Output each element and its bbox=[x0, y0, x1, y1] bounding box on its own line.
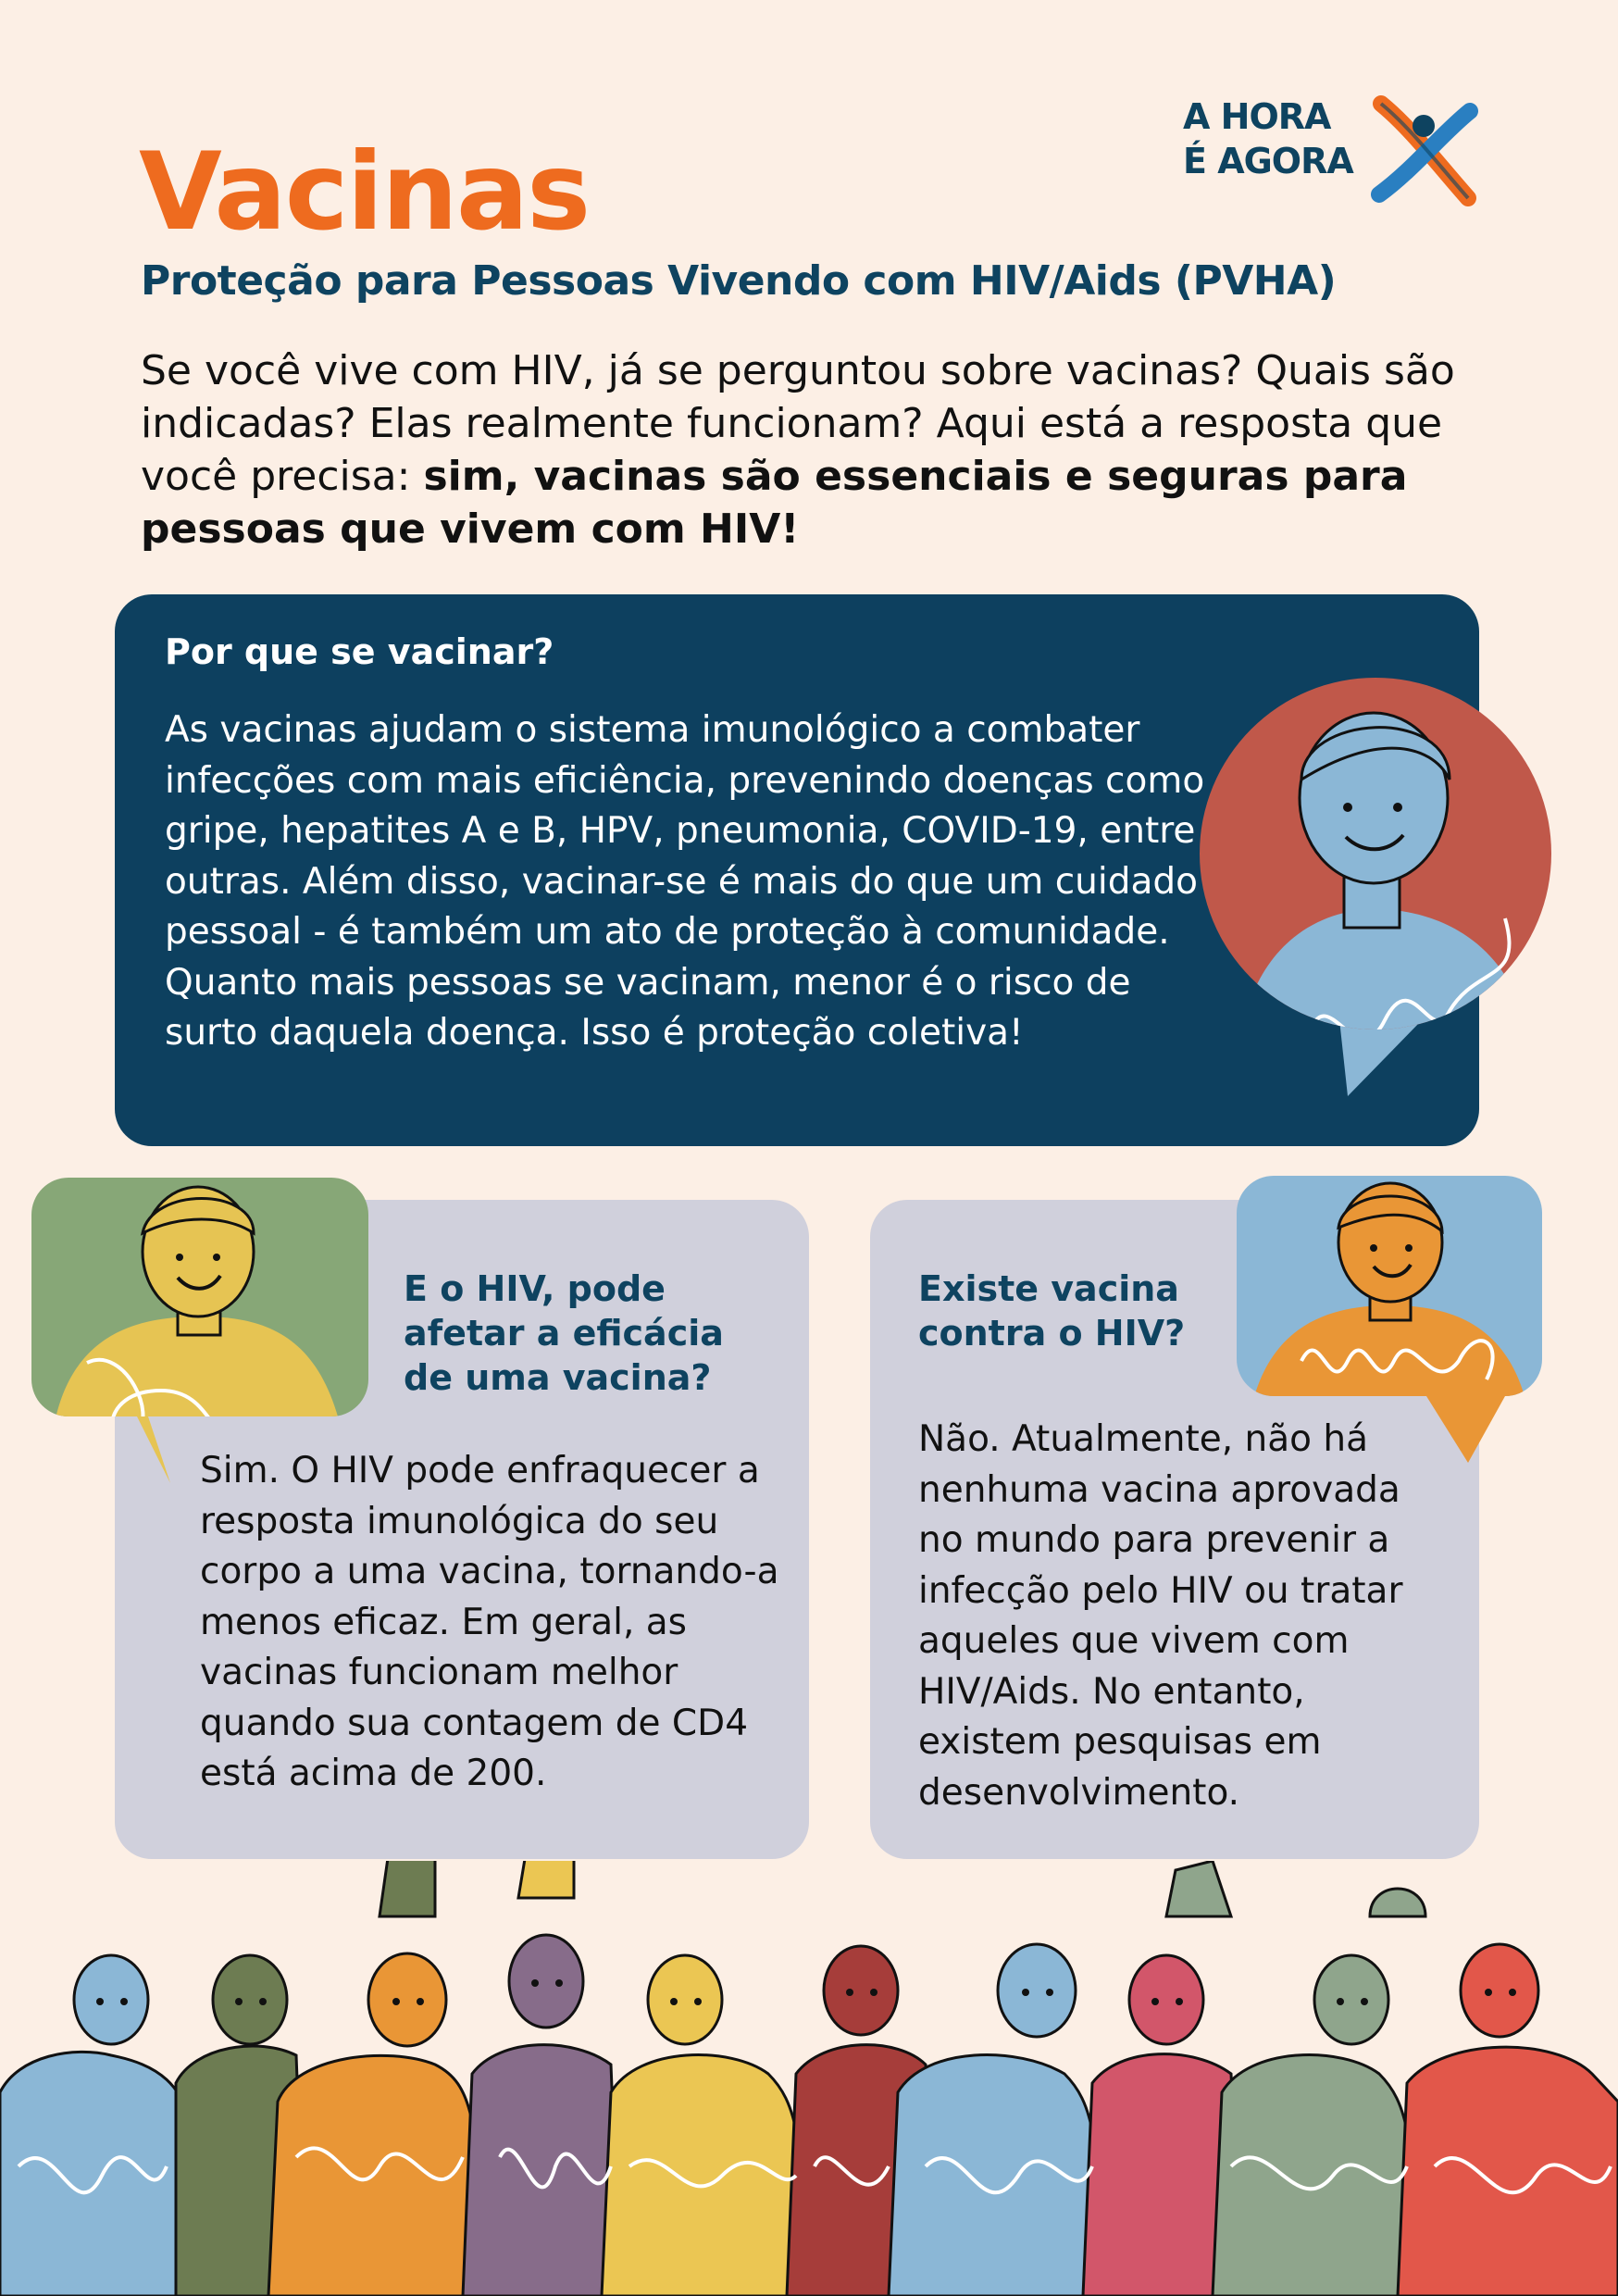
page-subtitle: Proteção para Pessoas Vivendo com HIV/Aids (PVHA) bbox=[141, 257, 1337, 305]
why-vaccinate-heading: Por que se vacinar? bbox=[165, 631, 554, 672]
why-vaccinate-body: As vacinas ajudam o sistema imunológico a combater infecções com mais eficiência, prevenindo doenças como gripe, hepatites A e B, HPV, pneumonia, COVID-19, entre outras. Além disso, vacinar-se é mais do que um cuidado pessoal - é também um ato de proteção à comunidade. Quanto mais pessoas se vacinam, menor é o risco de surto daquela doença. Isso é proteção coletiva! bbox=[165, 709, 1205, 1054]
man-speech-bubble-icon bbox=[1200, 678, 1561, 1113]
logo-x-mark-icon bbox=[1364, 91, 1485, 211]
brand-logo bbox=[1183, 91, 1488, 211]
man-orange-shirt-speech-bubble-icon bbox=[1237, 1176, 1544, 1481]
logo-line-1: A HORA bbox=[1183, 96, 1331, 137]
hiv-efficacy-answer: Sim. O HIV pode enfraquecer a resposta imunológica do seu corpo a uma vacina, tornando-a menos eficaz. Em geral, as vacinas funcionam melhor quando sua contagem de CD4 está acima de 200. bbox=[200, 1450, 779, 1794]
hiv-vaccine-answer: Não. Atualmente, não há nenhuma vacina aprovada no mundo para prevenir a infecção pelo HIV ou tratar aqueles que vivem com HIV/Aids. No entanto, existem pesquisas em desenvolvimento. bbox=[918, 1418, 1403, 1814]
intro-regular: Se você vive com HIV, já se perguntou sobre vacinas? Quais são indicadas? Elas realmente funcionam? Aqui está a resposta que você precisa: bbox=[141, 347, 1455, 500]
intro-paragraph bbox=[141, 344, 1483, 555]
crowd-illustration-icon bbox=[0, 1861, 1618, 2296]
hiv-efficacy-question: E o HIV, pode afetar a eficácia de uma vacina? bbox=[404, 1268, 724, 1398]
page-title: Vacinas bbox=[139, 130, 590, 255]
intro-bold: sim, vacinas são essenciais e seguras para pessoas que vivem com HIV! bbox=[141, 453, 1408, 553]
man-yellow-shirt-speech-bubble-icon bbox=[31, 1178, 370, 1483]
hiv-vaccine-question: Existe vacina contra o HIV? bbox=[918, 1268, 1186, 1354]
logo-line-2: É AGORA bbox=[1183, 141, 1353, 181]
